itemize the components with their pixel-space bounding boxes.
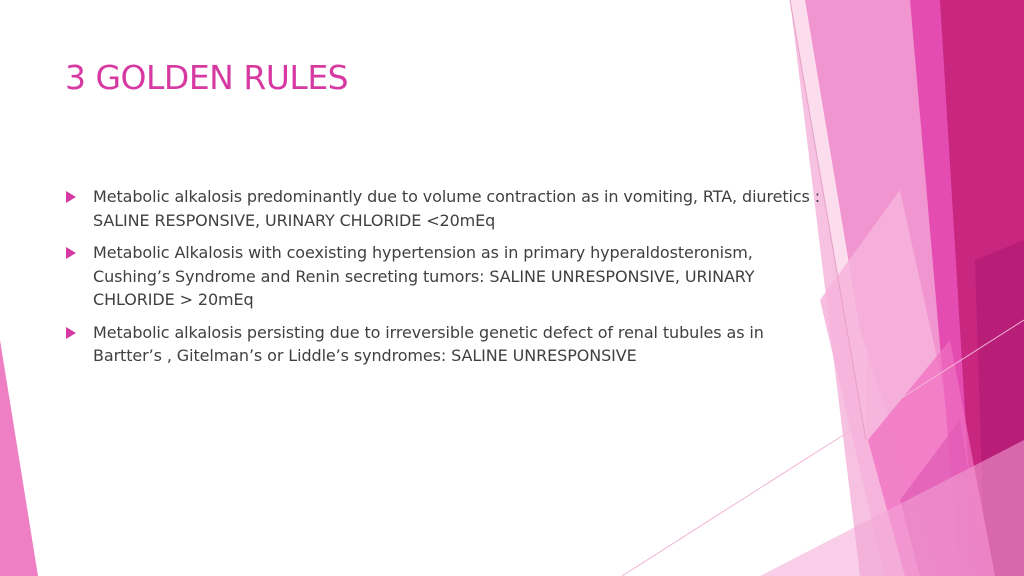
bullet-text: Metabolic alkalosis predominantly due to volume contraction as in vomiting, RTA, diuretics : SALINE RESPONSIVE, URINARY CHLORIDE <20mEq xyxy=(93,187,821,230)
bullet-text: Metabolic Alkalosis with coexisting hypertension as in primary hyperaldosteronism, Cushing’s Syndrome and Renin secreting tumors: SALINE UNRESPONSIVE, URINARY CHLORIDE > 20mEq xyxy=(93,243,755,309)
left-facet xyxy=(0,340,38,576)
triangle-right-icon xyxy=(66,247,76,259)
triangle-right-icon xyxy=(66,191,76,203)
triangle-right-icon xyxy=(66,327,76,339)
bullet-item xyxy=(66,241,826,312)
slide-title: 3 GOLDEN RULES xyxy=(65,58,349,97)
bullet-list xyxy=(66,185,826,377)
bullet-item xyxy=(66,185,826,232)
bullet-text: Metabolic alkalosis persisting due to irreversible genetic defect of renal tubules as in Bartter’s , Gitelman’s or Liddle’s syndromes: SALINE UNRESPONSIVE xyxy=(93,322,764,365)
bullet-item xyxy=(66,321,826,368)
